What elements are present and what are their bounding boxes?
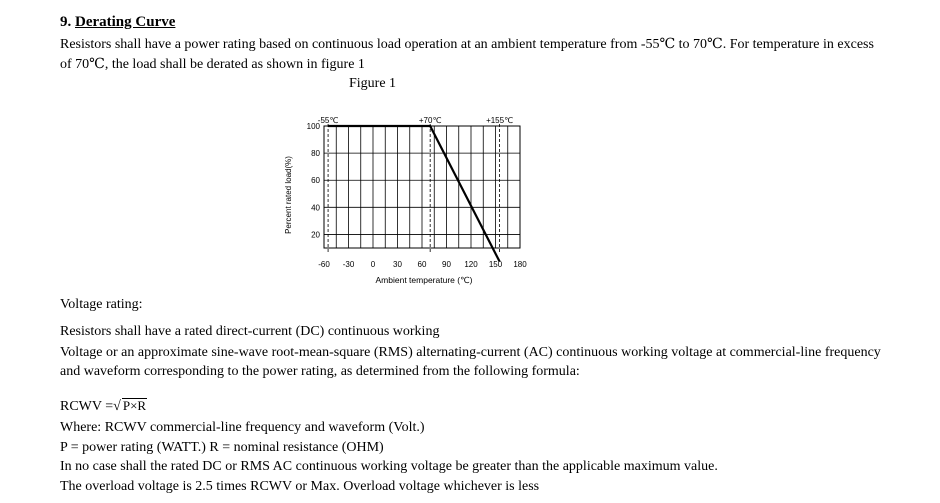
formula-radicand: P×R [122,398,147,413]
x-tick-label: 180 [513,260,527,269]
derating-chart [280,110,540,290]
y-tick-label: 40 [311,203,320,213]
y-axis-label: Percent rated load(%) [284,156,293,234]
note-where: Where: RCWV commercial-line frequency and waveform (Volt.) [60,420,425,435]
derating-line [328,126,499,262]
x-tick-label: 150 [488,260,503,269]
voltage-heading: Voltage rating: [60,297,143,312]
intro-line-1: Resistors shall have a power rating based on continuous load operation at an ambient temperature from -55℃ to 70℃. For temperature in excess [60,37,874,52]
x-tick-label: -60 [318,260,330,269]
x-tick-label: 120 [464,260,478,269]
voltage-line-1: Resistors shall have a rated direct-current (DC) continuous working [60,324,440,339]
sqrt-symbol: √ [113,399,121,414]
rcwv-formula [60,398,147,416]
x-tick-label: 0 [370,260,376,269]
figure-caption: Figure 1 [349,76,397,91]
y-tick-label: 60 [311,176,320,186]
marker-label: +155℃ [486,116,514,125]
marker-label: +70℃ [418,116,442,125]
section-heading [60,13,175,31]
x-tick-label: 30 [393,260,402,269]
voltage-line-2: Voltage or an approximate sine-wave root-mean-square (RMS) alternating-current (AC) continuous working voltage at commercial-line frequency [60,345,881,360]
section-title: Derating Curve [75,14,176,30]
x-axis-label: Ambient temperature (℃) [375,275,473,285]
x-tick-label: 90 [442,260,451,269]
marker-label: -55℃ [317,116,339,125]
note-overload: The overload voltage is 2.5 times RCWV or Max. Overload voltage whichever is less [60,479,540,494]
note-definitions: P = power rating (WATT.) R = nominal resistance (OHM) [60,440,384,455]
x-tick-label: 60 [417,260,427,269]
voltage-line-3: and waveform corresponding to the power rating, as determined from the following formula: [60,364,580,379]
section-number: 9. [60,14,72,30]
y-tick-label: 80 [311,149,320,159]
y-tick-label: 20 [311,230,320,240]
formula-lhs: RCWV = [60,399,114,414]
note-limit: In no case shall the rated DC or RMS AC continuous working voltage be greater than the applicable maximum value. [60,459,718,474]
intro-line-2: of 70℃, the load shall be derated as shown in figure 1 [60,57,365,72]
x-tick-label: -30 [342,260,355,269]
y-tick-label: 100 [306,122,320,131]
